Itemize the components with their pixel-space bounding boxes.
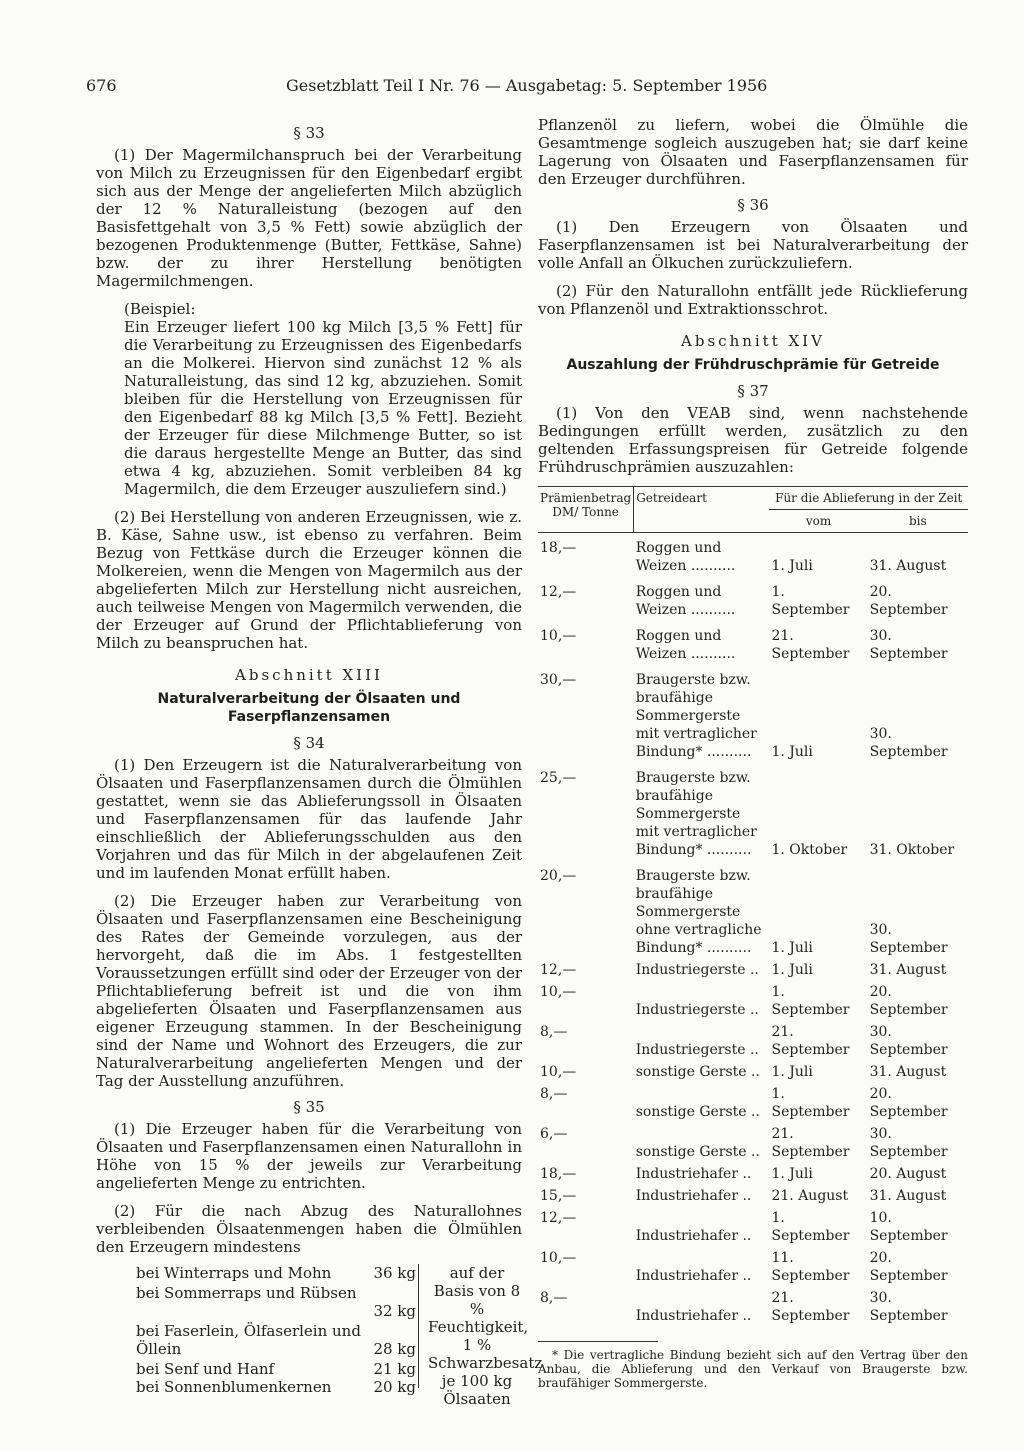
amount-cell: 15,— [540,1188,577,1204]
table-row [538,1083,968,1123]
to-date-cell: 31. August [869,962,947,978]
to-date-cell: 31. August [869,1064,947,1080]
table-body [538,533,968,1328]
header-title: Gesetzblatt Teil I Nr. 76 — Ausgabetag: 5. September 1956 [286,76,768,95]
amount-cell: 18,— [540,1166,577,1182]
to-date-cell: 30. September [869,726,948,760]
table-row [538,1163,968,1185]
grain-cell: Industriegerste .. [635,962,759,978]
from-date-cell: 1. Juli [771,1166,813,1182]
grain-cell: Industriegerste .. [635,1002,759,1018]
right-column [538,116,968,1390]
amount-cell: 10,— [540,984,577,1000]
to-date-cell: 30. September [869,1024,948,1058]
section-34-para-2: (2) Die Erzeuger haben zur Verarbeitung von Ölsaaten und Faserpflanzensamen eine Bescheinigung des Rates der Gemeinde vorzulegen, aus der hervorgeht, daß die im Abs. 1 festgestellten Voraussetzungen erfüllt sind oder der Erzeuger von der Pflichtablieferung befreit ist und die von ihm abgelieferten Ölsaaten und Faserpflanzensamen aus eigener Erzeugung stammen. In der Bescheinigung sind der Name und Wohnort des Erzeugers, die zur Naturalverarbeitung angelieferten Mengen und der Tag der Ausstellung anzuführen. [96,892,522,1090]
premium-table [538,486,968,1327]
grain-cell: Industriehafer .. [635,1166,752,1182]
grain-cell: Industriehafer .. [635,1188,752,1204]
header-grain: Getreideart [636,491,707,505]
grain-cell: Industriehafer .. [635,1268,752,1284]
amount-cell: 8,— [540,1024,568,1040]
from-date-cell: 1. Juli [771,940,813,956]
section-33-sign: § 33 [293,124,325,142]
grain-cell: sonstige Gerste .. [635,1064,760,1080]
yield-label: bei Sommerraps und Rübsen [136,1284,357,1302]
abschnitt-xiii-title: Abschnitt XIII [235,666,383,684]
to-date-cell: 31. Oktober [869,842,955,858]
example-label: (Beispiel: [124,300,196,318]
yield-amount: 36 kg [373,1264,416,1282]
from-date-cell: 1. Oktober [771,842,848,858]
yield-label: bei Winterraps und Mohn [136,1264,332,1282]
table-row [538,1207,968,1247]
amount-cell: 18,— [540,540,577,556]
from-date-cell: 1. September [771,1086,850,1120]
grain-cell: Industriehafer .. [635,1228,752,1244]
table-row [538,621,968,665]
section-36-para-2: (2) Für den Naturallohn entfällt jede Rücklieferung von Pflanzenöl und Extraktionsschrot. [538,282,968,318]
from-date-cell: 1. Juli [771,1064,813,1080]
to-date-cell: 31. August [869,1188,947,1204]
table-row [538,1123,968,1163]
amount-cell: 30,— [540,672,577,688]
to-date-cell: 10. September [869,1210,948,1244]
to-date-cell: 20. September [869,984,948,1018]
amount-cell: 8,— [540,1086,568,1102]
section-33-para-2: (2) Bei Herstellung von anderen Erzeugnissen, wie z. B. Käse, Sahne usw., ist ebenso zu verfahren. Beim Bezug von Fettkäse durch die Erzeuger können die Molkereien, wenn die Mengen von Magermilch aus der abgelieferten Milch zur Herstellung nicht ausreichen, auch teilweise Mengen von Magermilch verwenden, die der Erzeuger auf Grund der Pflichtablieferung von Milch zu beanspruchen hat. [96,508,522,652]
yield-label: bei Sonnenblumenkernen [136,1378,332,1396]
section-36-para-1: (1) Den Erzeugern von Ölsaaten und Faserpflanzensamen ist bei Naturalverarbeitung der volle Anfall an Ölkuchen zurückzuliefern. [538,218,968,272]
from-date-cell: 1. Juli [771,744,813,760]
table-row [538,1061,968,1083]
header-amount: Prämienbetrag DM/ Tonne [538,487,634,533]
section-37-sign: § 37 [737,382,769,400]
to-date-cell: 30. September [869,628,948,662]
yield-amount: 32 kg [373,1302,416,1320]
yield-amount: 28 kg [373,1340,416,1358]
header-period: Für die Ablieferung in der Zeit [775,491,963,505]
from-date-cell: 11. September [771,1250,850,1284]
amount-cell: 10,— [540,628,577,644]
footnote-divider [538,1341,658,1342]
to-date-cell: 30. September [869,922,948,956]
amount-cell: 10,— [540,1250,577,1266]
section-37-para-1: (1) Von den VEAB sind, wenn nachstehende Bedingungen erfüllt werden, zusätzlich zu den geltenden Erfassungspreisen für Getreide folgende Frühdruschprämien auszuzahlen: [538,404,968,476]
to-date-cell: 30. September [869,1126,948,1160]
section-35-para-1: (1) Die Erzeuger haben für die Verarbeitung von Ölsaaten und Faserpflanzensamen einen Naturallohn in Höhe von 15 % der jeweils zur Verarbeitung angelieferten Menge zu entrichten. [96,1120,522,1192]
to-date-cell: 20. September [869,1250,948,1284]
table-row [538,1021,968,1061]
table-row [538,1287,968,1327]
header-to: bis [908,514,927,528]
yield-label: bei Senf und Hanf [136,1360,275,1378]
table-row [538,1185,968,1207]
amount-cell: 12,— [540,1210,577,1226]
section-34-para-1: (1) Den Erzeugern ist die Naturalverarbeitung von Ölsaaten und Faserpflanzensamen durch die Ölmühlen gestattet, wenn sie das Ablieferungssoll in Ölsaaten und Faserpflanzensamen für das laufende Jahr einschließlich der Ablieferungsschulden aus den Vorjahren und das für Milch in der abgelaufenen Zeit und im laufenden Monat erfüllt haben. [96,756,522,882]
example-text: Ein Erzeuger liefert 100 kg Milch [3,5 % Fett] für die Verarbeitung zu Erzeugnissen des Eigenbedarfs an die Molkerei. Hiervon sind zunächst 12 % als Naturalleistung, das sind 12 kg, abzuziehen. Somit bleiben für die Herstellung von Erzeugnissen für den Eigenbedarf 88 kg Milch [3,5 % Fett]. Bezieht der Erzeuger für diese Milchmenge Butter, so ist die daraus hergestellte Menge an Butter, das sind etwa 4 kg, abzuziehen. Somit verbleiben 84 kg Magermilch, die dem Erzeuger auszuliefern sind.) [124,318,522,498]
to-date-cell: 20. September [869,584,948,618]
page-header [86,76,946,102]
table-row [538,665,968,763]
from-date-cell: 1. Juli [771,962,813,978]
table-row [538,763,968,861]
page-number: 676 [86,76,117,95]
amount-cell: 25,— [540,770,577,786]
to-date-cell: 31. August [869,558,947,574]
from-date-cell: 1. September [771,984,850,1018]
to-date-cell: 30. September [869,1290,948,1324]
table-row [538,533,968,578]
example-block [96,300,522,498]
table-row [538,1247,968,1287]
grain-cell: Roggen und Weizen .......... [635,584,736,618]
grain-cell: Braugerste bzw. braufähige Sommergerste mit vertraglicher Bindung* .......... [635,770,757,858]
grain-cell: Braugerste bzw. braufähige Sommergerste mit vertraglicher Bindung* .......... [635,672,757,760]
from-date-cell: 21. September [771,1126,850,1160]
abschnitt-xiv-title: Abschnitt XIV [681,332,825,350]
section-33-para-1: (1) Der Magermilchanspruch bei der Verarbeitung von Milch zu Erzeugnissen für den Eigenbedarf ergibt sich aus der Menge der angelieferten Milch abzüglich der 12 % Naturalleistung (bezogen auf den Basisfettgehalt von 3,5 % Fett) sowie abzüglich der bezogenen Produktenmenge (Butter, Fettkäse, Sahne) bzw. der zu ihrer Herstellung benötigten Magermilchmengen. [96,146,522,290]
grain-cell: Roggen und Weizen .......... [635,540,736,574]
table-row [538,861,968,959]
table-header-row [538,487,968,510]
footnote: * Die vertragliche Bindung bezieht sich auf den Vertrag über den Anbau, die Ablieferung und den Verkauf von Braugerste bzw. braufähiger Sommergerste. [538,1348,968,1390]
amount-cell: 12,— [540,962,577,978]
oil-yield-table [96,1264,543,1408]
yield-amount: 21 kg [373,1360,416,1378]
yield-label: bei Faserlein, Ölfaserlein und Öllein [136,1322,361,1358]
from-date-cell: 1. September [771,584,850,618]
grain-cell: Braugerste bzw. braufähige Sommergerste ohne vertragliche Bindung* .......... [635,868,762,956]
section-35-para-2: (2) Für die nach Abzug des Naturallohnes verbleibenden Ölsaatenmengen haben die Ölmühlen den Erzeugern mindestens [96,1202,522,1256]
amount-cell: 10,— [540,1064,577,1080]
abschnitt-xiii-heading: Naturalverarbeitung der Ölsaaten und Faserpflanzensamen [157,691,461,725]
amount-cell: 20,— [540,868,577,884]
section-35-sign: § 35 [293,1098,325,1116]
from-date-cell: 21. August [771,1188,849,1204]
section-36-sign: § 36 [737,196,769,214]
continuation-text: Pflanzenöl zu liefern, wobei die Ölmühle die Gesamtmenge sogleich auszugeben hat; sie darf keine Lagerung von Ölsaaten und Faserpflanzensamen für den Erzeuger durchführen. [538,116,968,188]
yield-note: auf der Basis von 8 % Feuchtigkeit, 1 % Schwarzbesatz je 100 kg Ölsaaten [428,1264,543,1408]
yield-brace [418,1264,427,1388]
table-row [538,981,968,1021]
to-date-cell: 20. September [869,1086,948,1120]
amount-cell: 12,— [540,584,577,600]
left-column [96,116,543,1408]
from-date-cell: 1. Juli [771,558,813,574]
abschnitt-xiv-heading: Auszahlung der Frühdruschprämie für Getreide [566,357,940,373]
from-date-cell: 21. September [771,628,850,662]
from-date-cell: 21. September [771,1024,850,1058]
amount-cell: 6,— [540,1126,568,1142]
header-from: vom [805,514,832,528]
grain-cell: Industriegerste .. [635,1042,759,1058]
yield-amount: 20 kg [373,1378,416,1396]
from-date-cell: 1. September [771,1210,850,1244]
grain-cell: sonstige Gerste .. [635,1144,760,1160]
grain-cell: Roggen und Weizen .......... [635,628,736,662]
to-date-cell: 20. August [869,1166,947,1182]
section-34-sign: § 34 [293,734,325,752]
grain-cell: sonstige Gerste .. [635,1104,760,1120]
table-row [538,577,968,621]
table-row [538,959,968,981]
grain-cell: Industriehafer .. [635,1308,752,1324]
from-date-cell: 21. September [771,1290,850,1324]
amount-cell: 8,— [540,1290,568,1306]
